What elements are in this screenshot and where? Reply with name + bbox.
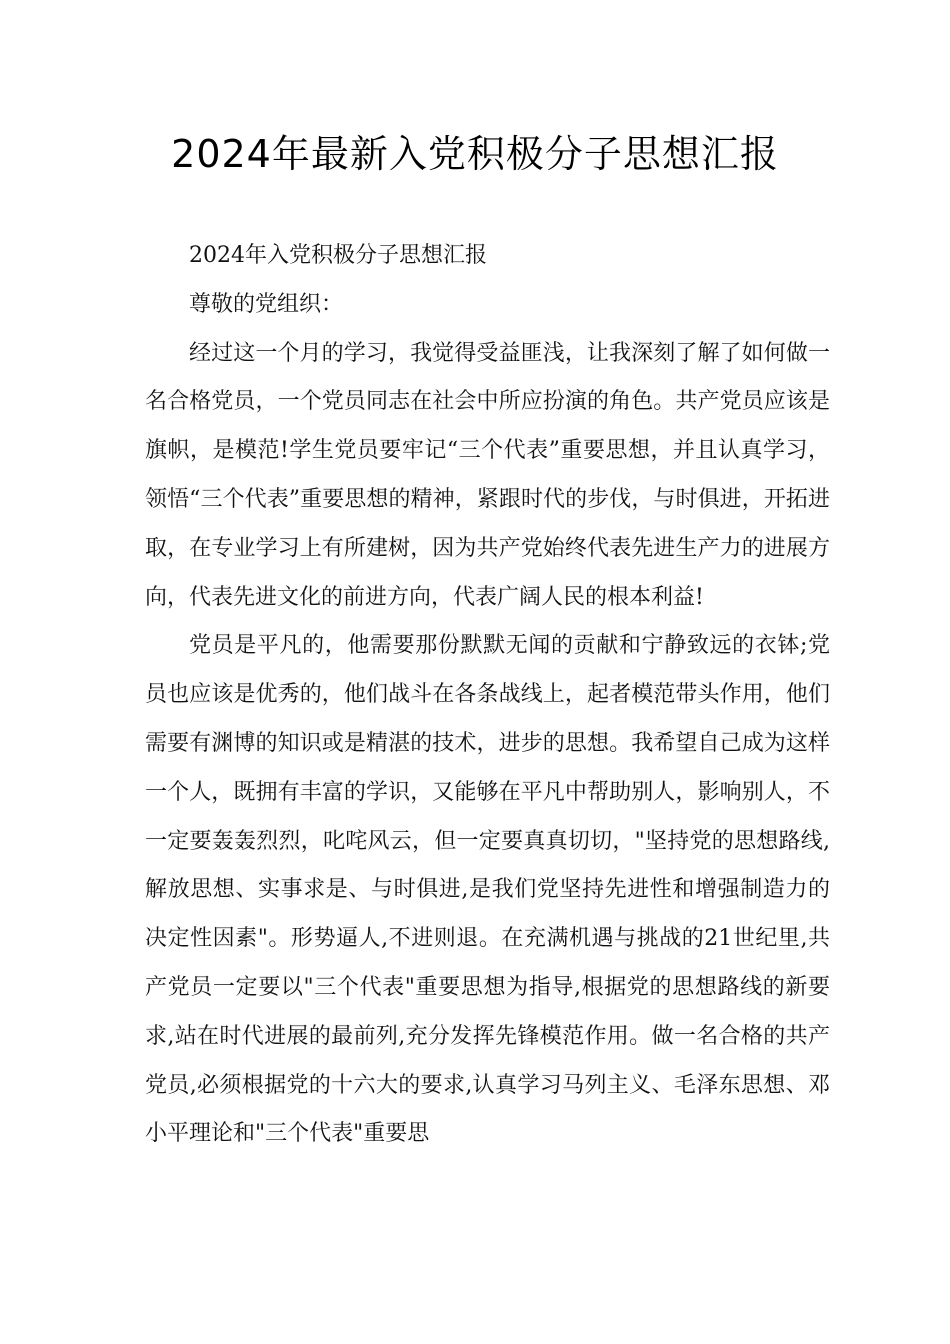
document-body [145, 232, 830, 1159]
body-paragraph-2: 党员是平凡的，他需要那份默默无闻的贡献和宁静致远的衣钵;党员也应该是优秀的，他们战斗在各条战线上，起者模范带头作用，他们需要有渊博的知识或是精湛的技术，进步的思想。我希望自己成为这样一个人，既拥有丰富的学识，又能够在平凡中帮助别人，影响别人，不一定要轰轰烈烈，叱咤风云，但一定要真真切切，"坚持党的思想路线,解放思想、实事求是、与时俱进,是我们党坚持先进性和增强制造力的决定性因素"。形势逼人,不进则退。在充满机遇与挑战的21世纪里,共产党员一定要以"三个代表"重要思想为指导,根据党的思想路线的新要求,站在时代进展的最前列,充分发挥先锋模范作用。做一名合格的共产党员,必须根据党的十六大的要求,认真学习马列主义、毛泽东思想、邓小平理论和"三个代表"重要思 [145, 633, 830, 1147]
subtitle-paragraph: 2024年入党积极分子思想汇报 [189, 243, 487, 268]
salutation-paragraph: 尊敬的党组织： [189, 291, 344, 317]
body-paragraph-1: 经过这一个月的学习，我觉得受益匪浅，让我深刻了解了如何做一名合格党员，一个党员同志在社会中所应扮演的角色。共产党员应该是旗帜，是模范!学生党员要牢记“三个代表”重要思想，并且认真学习，领悟“三个代表”重要思想的精神，紧跟时代的步伐，与时俱进，开拓进取，在专业学习上有所建树，因为共产党始终代表先进生产力的进展方向，代表先进文化的前进方向，代表广阔人民的根本利益! [145, 340, 830, 610]
document-title: 2024年最新入党积极分子思想汇报 [171, 132, 779, 176]
